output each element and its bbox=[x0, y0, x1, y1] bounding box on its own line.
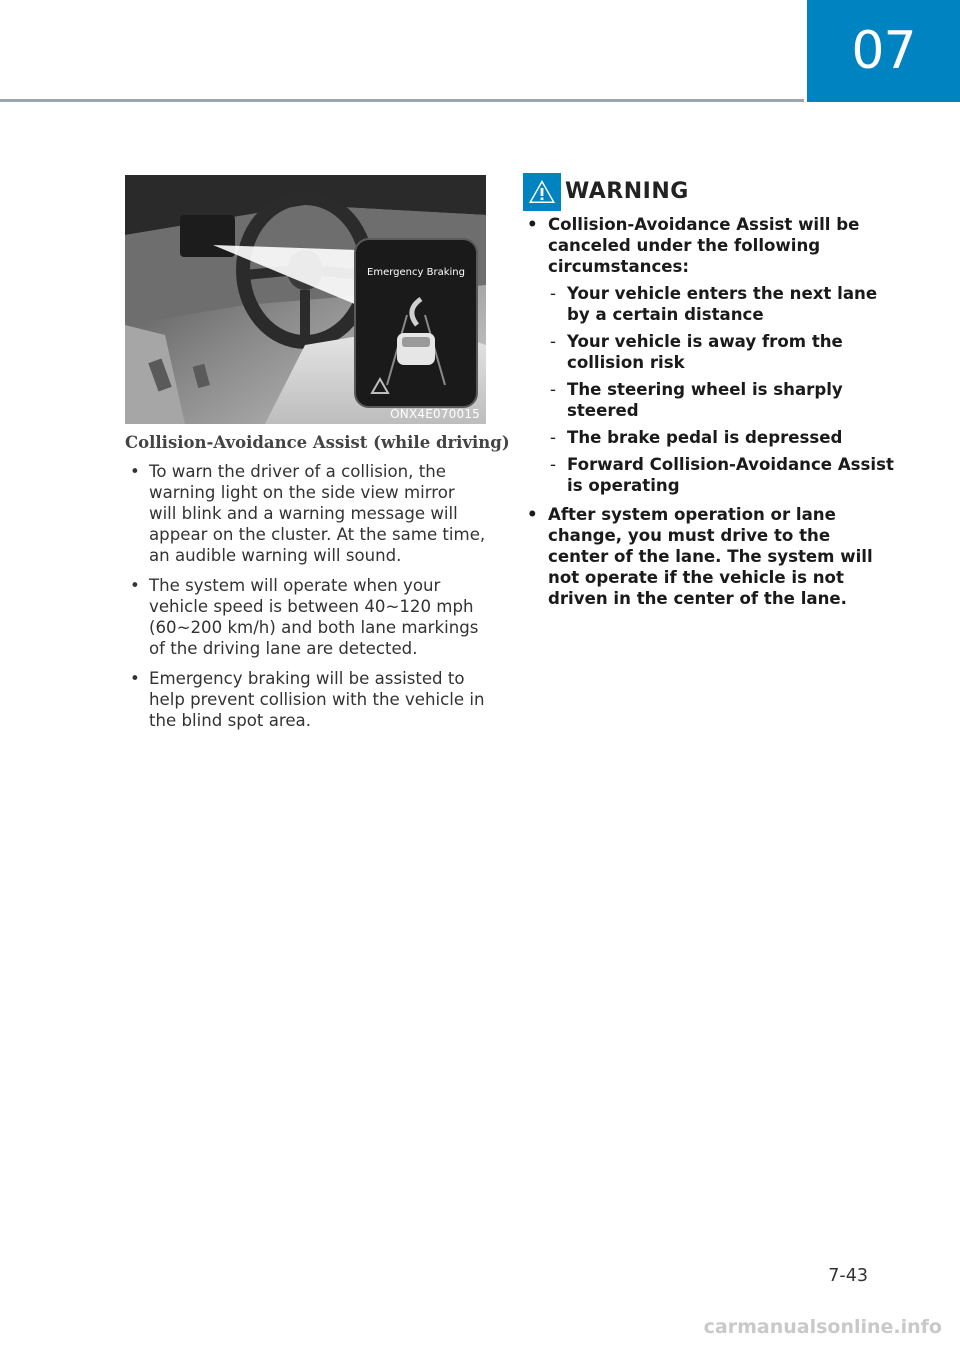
sub-list-item bbox=[548, 283, 894, 325]
list-item bbox=[125, 668, 487, 731]
dash-icon: - bbox=[550, 332, 556, 351]
warning-item bbox=[524, 504, 894, 609]
warning-item-text: After system operation or lane change, you must drive to the center of the lane. The system will not operate if the vehicle is not driven in the center of the lane. bbox=[548, 505, 873, 608]
list-item bbox=[125, 575, 487, 659]
sub-item-text: Your vehicle is away from the collision risk bbox=[567, 332, 843, 372]
list-item-text: To warn the driver of a collision, the warning light on the side view mirror will blink and a warning message will appear on the cluster. At the same time, an audible warning will sound. bbox=[149, 462, 486, 565]
page-number: 7-43 bbox=[828, 1266, 868, 1286]
dash-icon: - bbox=[550, 380, 556, 399]
sub-list-item bbox=[548, 379, 894, 421]
warning-item-text: Collision-Avoidance Assist will be canceled under the following circumstances: bbox=[548, 215, 860, 276]
section-title: Collision-Avoidance Assist (while driving) bbox=[125, 433, 510, 452]
list-item-text: Emergency braking will be assisted to help prevent collision with the vehicle in the blind spot area. bbox=[149, 669, 485, 730]
dash-icon: - bbox=[550, 428, 556, 447]
cancel-conditions-list bbox=[548, 283, 894, 496]
list-item bbox=[125, 461, 487, 566]
figure-code: ONX4E070015 bbox=[390, 407, 480, 421]
bullet-icon: • bbox=[527, 215, 538, 234]
sub-item-text: Your vehicle enters the next lane by a certain distance bbox=[567, 284, 878, 324]
watermark: carmanualsonline.info bbox=[703, 1316, 942, 1338]
warning-list bbox=[524, 214, 894, 617]
bullet-icon: • bbox=[130, 669, 140, 688]
bullet-icon: • bbox=[527, 505, 538, 524]
feature-bullet-list bbox=[125, 461, 487, 740]
bullet-icon: • bbox=[130, 462, 140, 481]
sub-item-text: The steering wheel is sharply steered bbox=[567, 380, 843, 420]
screen-label: Emergency Braking bbox=[367, 267, 465, 278]
warning-title: WARNING bbox=[565, 179, 689, 204]
sub-item-text: Forward Collision-Avoidance Assist is operating bbox=[567, 455, 894, 495]
bullet-icon: • bbox=[130, 576, 140, 595]
sub-item-text: The brake pedal is depressed bbox=[567, 428, 843, 447]
dash-icon: - bbox=[550, 284, 556, 303]
sub-list-item bbox=[548, 454, 894, 496]
car-interior-illustration bbox=[125, 175, 486, 424]
header-rule bbox=[0, 99, 804, 102]
warning-item bbox=[524, 214, 894, 496]
sub-list-item bbox=[548, 427, 894, 448]
list-item-text: The system will operate when your vehicle speed is between 40~120 mph (60~200 km/h) and both lane markings of the driving lane are detected. bbox=[149, 576, 479, 658]
dash-icon: - bbox=[550, 455, 556, 474]
illustration-figure bbox=[125, 175, 486, 424]
chapter-tab: 07 bbox=[807, 0, 960, 102]
warning-header bbox=[523, 173, 903, 213]
warning-triangle-icon bbox=[523, 173, 561, 211]
sub-list-item bbox=[548, 331, 894, 373]
